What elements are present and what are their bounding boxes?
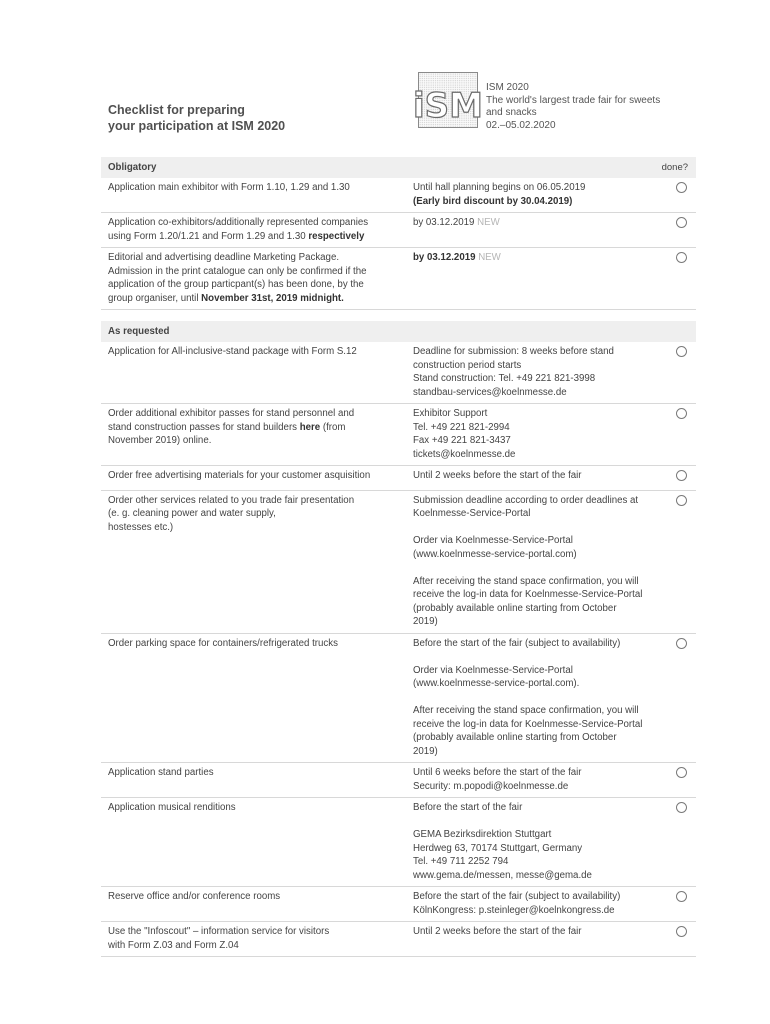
task-text: November 2019) online.	[108, 435, 212, 446]
checklist-row	[101, 887, 696, 922]
task-text: Order other services related to you trade fair presentation	[108, 494, 355, 506]
task-cell: Order free advertising materials for your customer asquisition	[101, 466, 412, 491]
deadline-cell	[412, 490, 666, 633]
done-checkbox[interactable]	[676, 217, 687, 228]
fair-tagline-1: The world's largest trade fair for sweets	[486, 94, 661, 106]
document-title	[108, 102, 285, 134]
task-text: Order additional exhibitor passes for stand personnel and	[108, 408, 355, 419]
checklist-row	[101, 404, 696, 466]
checklist-row	[101, 490, 696, 633]
checklist-row	[101, 798, 696, 887]
task-cell	[101, 922, 412, 957]
done-cell	[666, 887, 696, 922]
section-header-as-requested	[101, 321, 696, 342]
deadline-cell	[412, 248, 666, 310]
deadline-text: receive the log-in data for Koelnmesse-Service-Portal	[413, 589, 643, 600]
line-gap	[413, 650, 660, 664]
deadline-cell	[412, 213, 666, 248]
done-cell	[666, 922, 696, 957]
line-gap	[413, 521, 660, 535]
deadline-text: www.gema.de/messen, messe@gema.de	[413, 869, 592, 881]
task-text	[108, 230, 404, 244]
deadline-cell: Until 2 weeks before the start of the fair	[412, 466, 666, 491]
deadline-text: Koelnmesse-Service-Portal	[413, 508, 531, 519]
task-text-part: using Form 1.20/1.21 and Form 1.29 and 1.30	[108, 230, 309, 242]
deadline-text: (www.koelnmesse-service-portal.com)	[413, 548, 577, 560]
task-cell	[101, 213, 412, 248]
deadline-text: (probably available online starting from October	[413, 602, 617, 614]
task-text	[108, 292, 404, 306]
done-checkbox[interactable]	[676, 408, 687, 419]
done-cell	[666, 490, 696, 633]
checklist-table	[101, 157, 696, 957]
task-cell	[101, 248, 412, 310]
task-text: Use the "Infoscout" – information service for visitors	[108, 926, 330, 937]
deadline-text: Tel. +49 711 2252 794	[413, 856, 509, 867]
task-cell	[101, 404, 412, 466]
fair-tagline-2: and snacks	[486, 107, 537, 118]
done-checkbox[interactable]	[676, 346, 687, 357]
task-text-part: stand construction passes for stand builders	[108, 421, 300, 433]
task-text-part: group organiser, until	[108, 292, 202, 304]
deadline-emphasis: (Early bird discount by 30.04.2019)	[413, 195, 573, 207]
deadline-text: Order via Koelnmesse-Service-Portal	[413, 535, 573, 546]
done-cell	[666, 633, 696, 763]
task-cell	[101, 178, 412, 213]
checklist-row	[101, 248, 696, 310]
deadline-text: Security: m.popodi@koelnmesse.de	[413, 780, 569, 792]
checklist-row	[101, 763, 696, 798]
section-title: Obligatory	[101, 157, 412, 178]
title-line-2: your participation at ISM 2020	[108, 119, 286, 133]
deadline-text: Exhibitor Support	[413, 408, 488, 419]
done-checkbox[interactable]	[676, 252, 687, 263]
deadline-cell	[412, 178, 666, 213]
done-checkbox[interactable]	[676, 470, 687, 481]
done-cell	[666, 798, 696, 887]
deadline-cell: Until 2 weeks before the start of the fair	[412, 922, 666, 957]
deadline-email: tickets@koelnmesse.de	[413, 448, 516, 460]
done-cell	[666, 404, 696, 466]
new-badge: NEW	[478, 252, 501, 263]
fair-info	[486, 82, 686, 132]
task-text: Application main exhibitor with Form 1.10, 1.29 and 1.30	[108, 182, 350, 193]
task-text: Application co-exhibitors/additionally represented companies	[108, 217, 369, 228]
done-checkbox[interactable]	[676, 926, 687, 937]
new-badge: NEW	[477, 217, 500, 228]
section-spacer	[101, 310, 696, 322]
deadline-text: receive the log-in data for Koelnmesse-Service-Portal	[413, 718, 643, 730]
task-text-part: (from	[320, 421, 346, 433]
section-filler	[412, 321, 696, 342]
deadline-email: standbau-services@koelnmesse.de	[413, 386, 567, 398]
deadline-cell	[412, 404, 666, 466]
logo-lettering: iSM	[413, 86, 483, 126]
done-cell	[666, 466, 696, 491]
task-text	[108, 421, 404, 435]
task-cell: Application for All-inclusive-stand package with Form S.12	[101, 342, 412, 404]
deadline-text: Fax +49 221 821-3437	[413, 435, 511, 446]
deadline-cell	[412, 798, 666, 887]
deadline-text: Stand construction: Tel. +49 221 821-3998	[413, 373, 596, 384]
deadline-text: Tel. +49 221 821-2994	[413, 421, 510, 433]
done-cell	[666, 213, 696, 248]
checklist-row	[101, 178, 696, 213]
deadline-text: (www.koelnmesse-service-portal.com).	[413, 678, 580, 689]
deadline-text: Before the start of the fair	[413, 802, 523, 813]
deadline-text: Deadline for submission: 8 weeks before stand	[413, 346, 614, 357]
deadline-text: Herdweg 63, 70174 Stuttgart, Germany	[413, 842, 583, 854]
task-cell: Application stand parties	[101, 763, 412, 798]
line-gap	[413, 691, 660, 705]
task-text: hostesses etc.)	[108, 521, 174, 533]
deadline-text: by 03.12.2019	[413, 217, 475, 228]
deadline-cell	[412, 887, 666, 922]
deadline-text: After receiving the stand space confirmation, you will	[413, 705, 639, 716]
ism-logo	[413, 72, 483, 128]
checklist-row	[101, 922, 696, 957]
deadline-cell	[412, 763, 666, 798]
checklist-row	[101, 633, 696, 763]
title-line-1: Checklist for preparing	[108, 103, 245, 117]
task-emphasis: November 31st, 2019 midnight.	[201, 292, 344, 304]
done-checkbox[interactable]	[676, 802, 687, 813]
done-cell	[666, 763, 696, 798]
deadline-text: 2019)	[413, 616, 438, 627]
done-checkbox[interactable]	[676, 891, 687, 902]
deadline-text: Before the start of the fair (subject to availability)	[413, 637, 621, 649]
deadline-text: 2019)	[413, 745, 438, 757]
section-title: As requested	[101, 321, 412, 342]
deadline-cell	[412, 633, 666, 763]
line-gap	[413, 815, 660, 829]
task-text: with Form Z.03 and Form Z.04	[108, 939, 239, 951]
task-cell	[101, 490, 412, 633]
section-header-obligatory	[101, 157, 696, 178]
deadline-text: KölnKongress: p.steinleger@koelnkongress.de	[413, 904, 615, 916]
done-checkbox[interactable]	[676, 767, 687, 778]
deadline-text: (probably available online starting from October	[413, 732, 617, 743]
done-cell	[666, 248, 696, 310]
deadline-text: Order via Koelnmesse-Service-Portal	[413, 664, 573, 676]
task-cell: Order parking space for containers/refrigerated trucks	[101, 633, 412, 763]
fair-dates: 02.–05.02.2020	[486, 119, 556, 131]
task-text: (e. g. cleaning power and water supply,	[108, 508, 276, 519]
checklist-row	[101, 342, 696, 404]
here-link[interactable]: here	[299, 421, 321, 433]
done-checkbox[interactable]	[676, 182, 687, 193]
deadline-text: GEMA Bezirksdirektion Stuttgart	[413, 829, 552, 840]
task-text: Editorial and advertising deadline Marketing Package.	[108, 252, 340, 263]
task-cell: Reserve office and/or conference rooms	[101, 887, 412, 922]
deadline-text: Until hall planning begins on 06.05.2019	[413, 182, 586, 193]
done-checkbox[interactable]	[676, 638, 687, 649]
line-gap	[413, 561, 660, 575]
done-column-label: done?	[412, 157, 696, 178]
task-text: application of the group particpant(s) has been done, by the	[108, 279, 364, 290]
done-cell	[666, 178, 696, 213]
deadline-text: After receiving the stand space confirmation, you will	[413, 575, 639, 587]
checklist-row	[101, 213, 696, 248]
fair-name: ISM 2020	[486, 82, 529, 93]
done-checkbox[interactable]	[676, 495, 687, 506]
deadline-text: Until 6 weeks before the start of the fair	[413, 767, 582, 778]
deadline-text: by 03.12.2019	[413, 252, 476, 263]
task-text: Admission in the print catalogue can only be confirmed if the	[108, 265, 367, 277]
done-cell	[666, 342, 696, 404]
task-emphasis: respectively	[308, 230, 365, 242]
task-cell: Application musical renditions	[101, 798, 412, 887]
deadline-text: Before the start of the fair (subject to availability)	[413, 891, 621, 902]
ism-logo-graphic	[413, 73, 483, 127]
checklist-row	[101, 466, 696, 491]
deadline-cell	[412, 342, 666, 404]
deadline-text: Submission deadline according to order deadlines at	[413, 494, 639, 506]
deadline-text: construction period starts	[413, 359, 522, 371]
